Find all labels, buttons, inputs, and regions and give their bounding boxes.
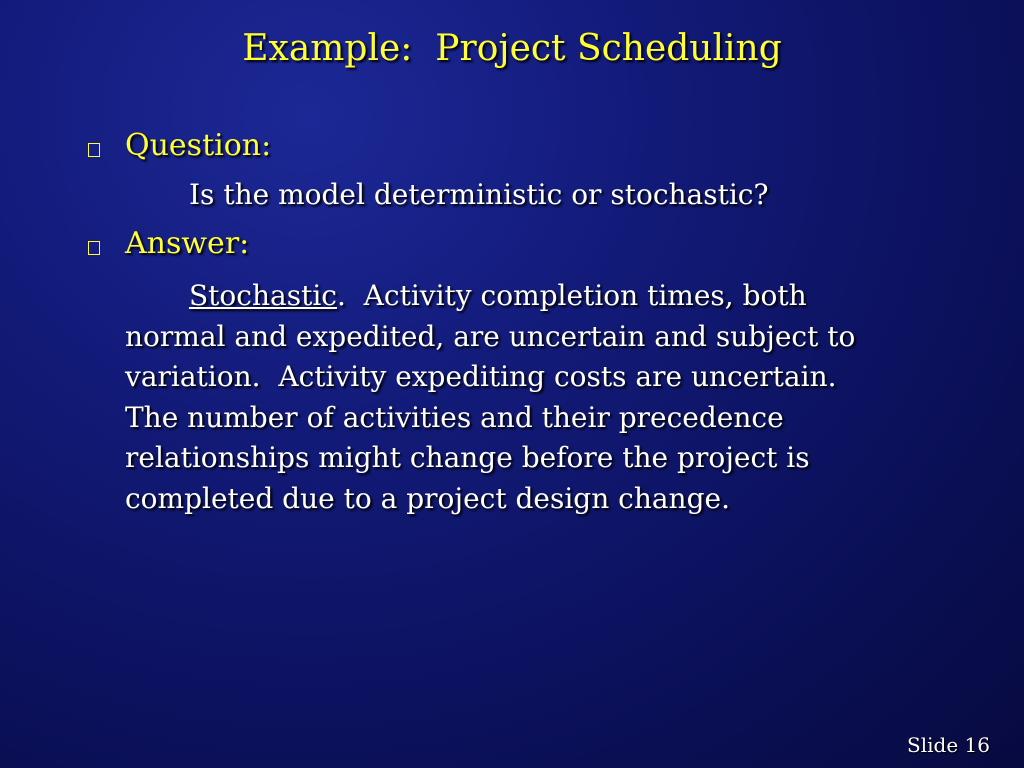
answer-paragraph [125, 276, 915, 519]
answer-keyword: Stochastic [189, 279, 337, 312]
answer-heading: Answer: [125, 226, 250, 261]
answer-line: Activity completion times, both [345, 279, 807, 312]
bullet-icon [88, 241, 100, 255]
slide-number: Slide 16 [907, 733, 990, 757]
answer-line: completed due to a project design change. [125, 481, 730, 515]
answer-line: variation. Activity expediting costs are uncertain. [125, 360, 837, 393]
slide-title: Example: Project Scheduling [242, 28, 782, 69]
question-heading: Question: [125, 128, 272, 163]
answer-line: normal and expedited, are uncertain and subject to [125, 319, 856, 353]
question-text: Is the model deterministic or stochastic? [189, 178, 769, 211]
answer-line: The number of activities and their precedence [125, 400, 784, 434]
answer-keyword-period: . [336, 279, 346, 312]
answer-line: relationships might change before the project is [125, 441, 810, 474]
bullet-icon [88, 143, 100, 157]
